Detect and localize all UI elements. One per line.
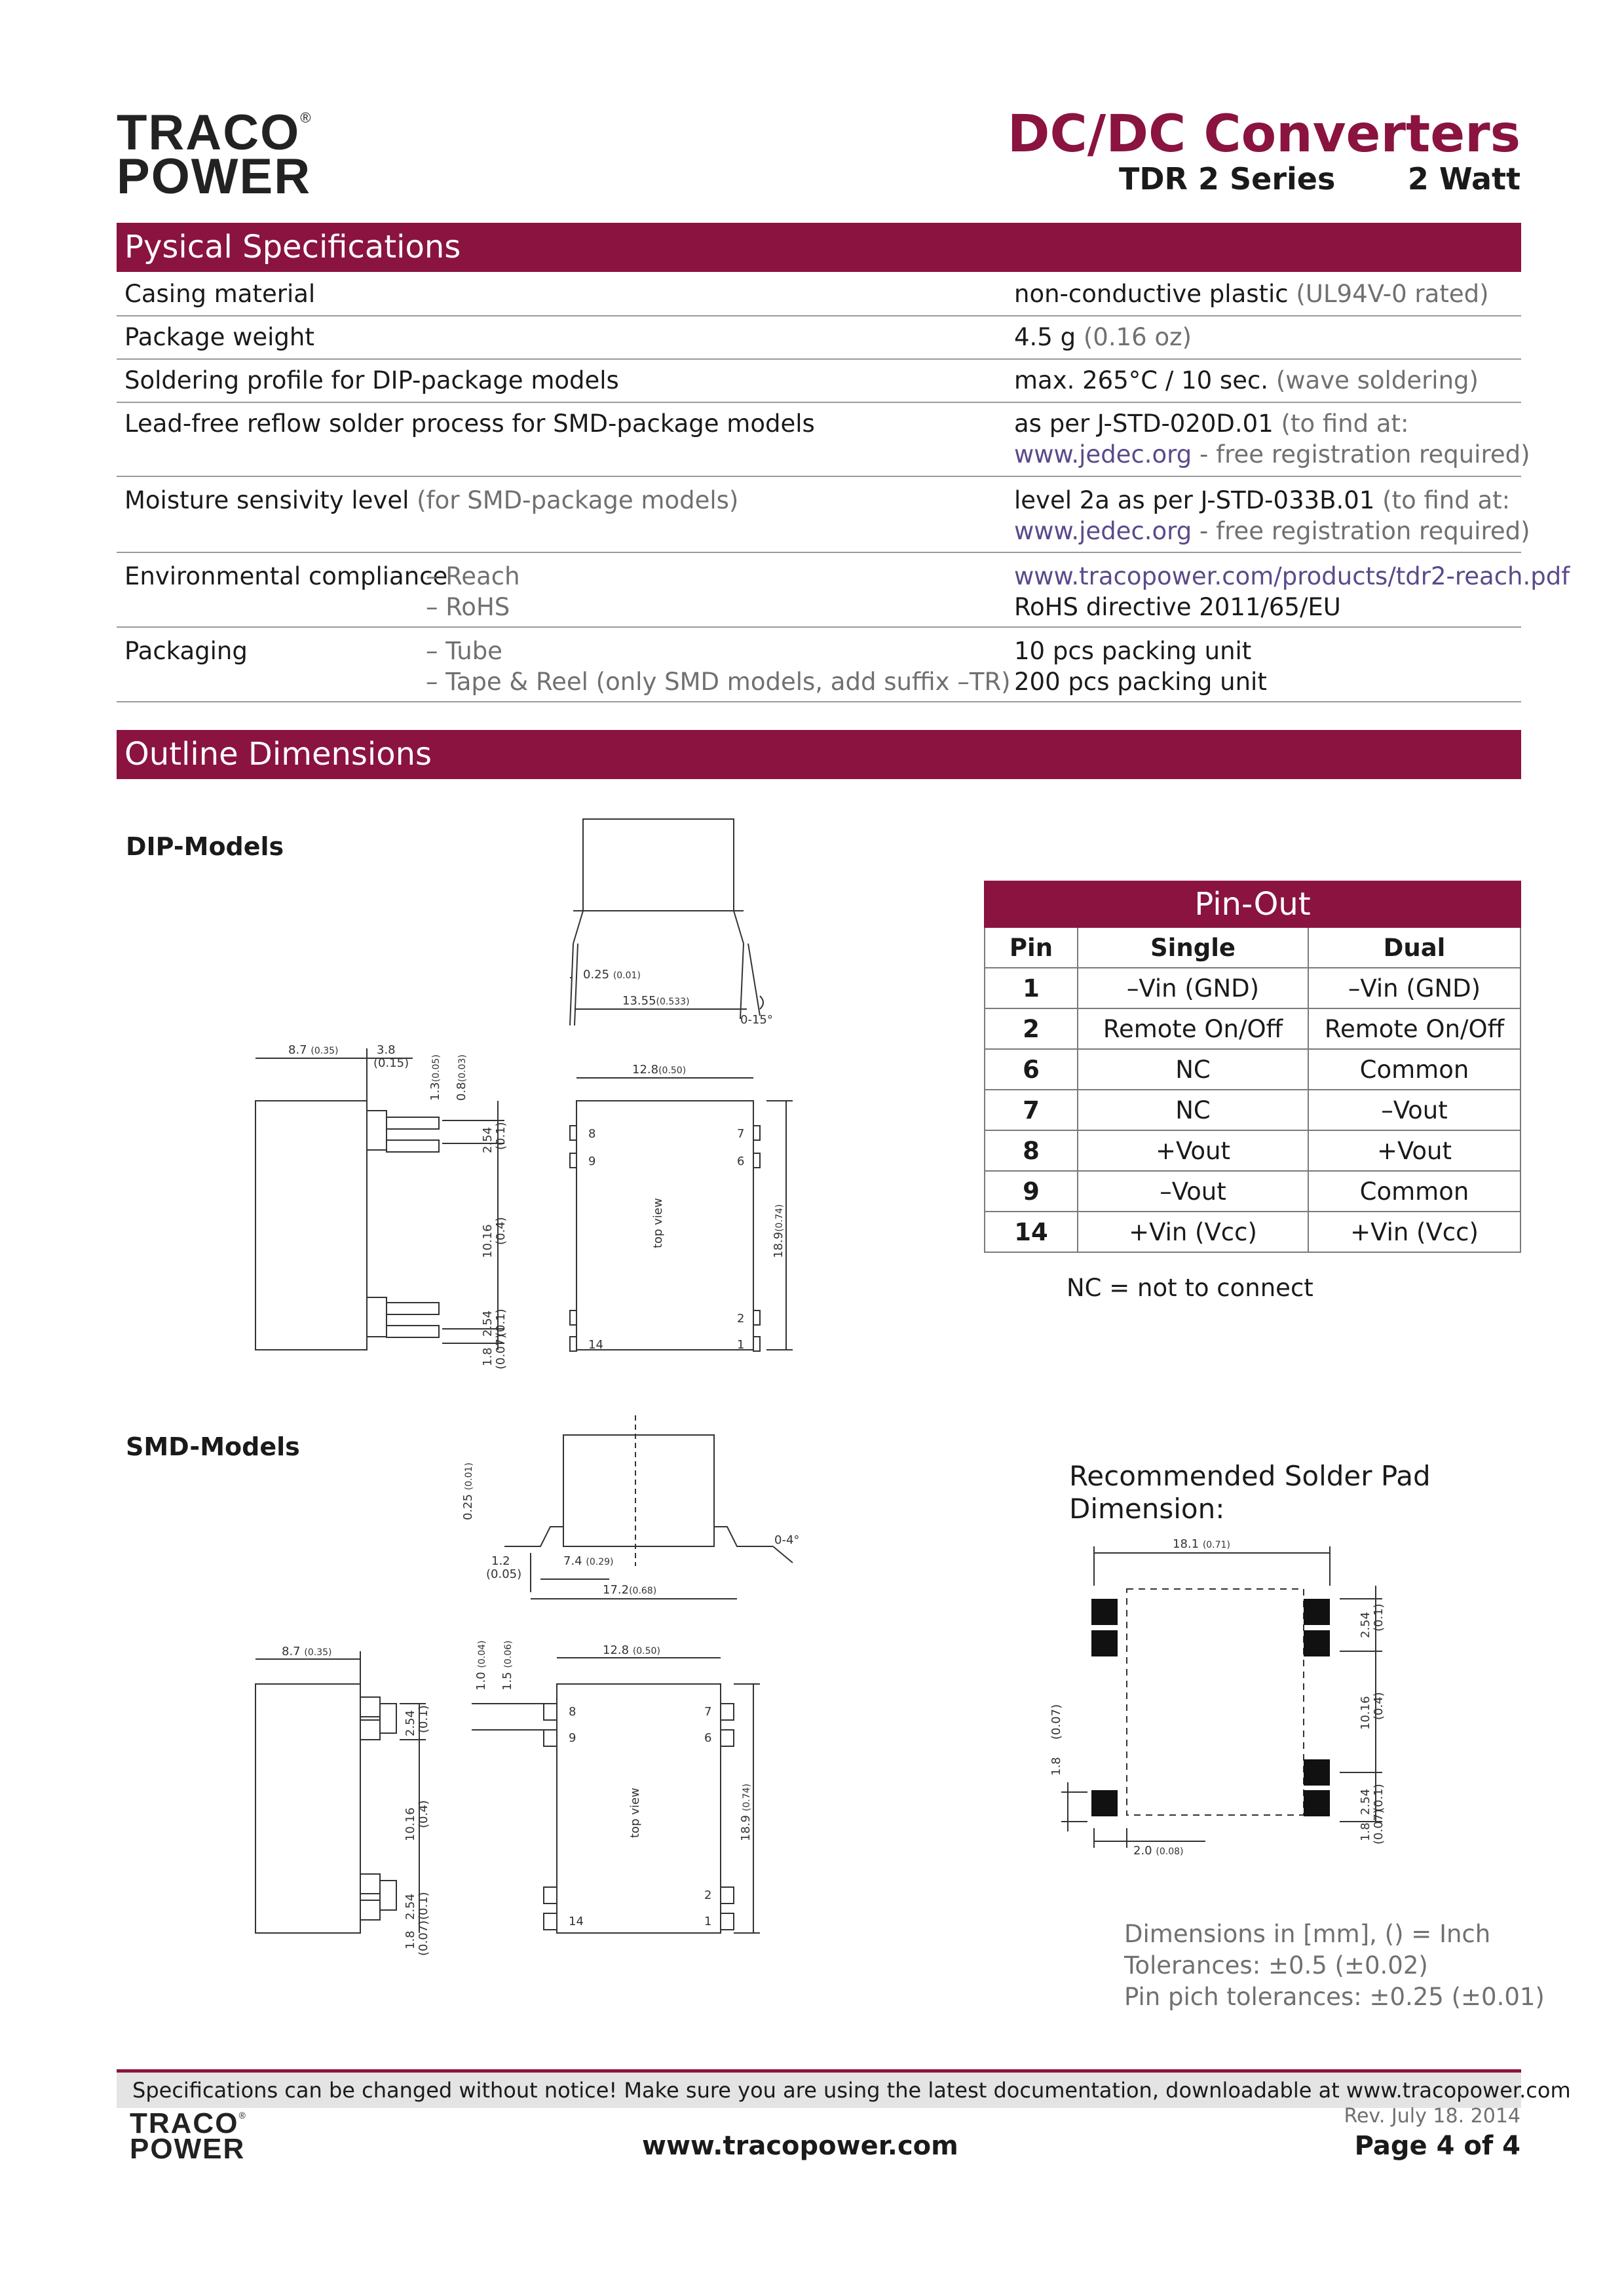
dim-label: 18.1 [1173, 1537, 1199, 1551]
dim-label: (0.06) [503, 1640, 514, 1668]
pin-num: 7 [737, 1127, 745, 1141]
pinout-header: Single [1078, 927, 1308, 968]
pin-num: 1 [737, 1338, 745, 1352]
footer-logo [130, 2107, 247, 2165]
note-line: Dimensions in [mm], () = Inch [1124, 1920, 1491, 1948]
dim-label: 0.8 [455, 1082, 468, 1101]
svg-text:12.8(0.50) [632, 1063, 686, 1077]
pin-num: 8 [588, 1127, 596, 1141]
dim-label: 2.54 [404, 1710, 417, 1736]
brand-logo [117, 105, 312, 204]
smd-drawing [242, 1415, 819, 1956]
pinout-header: Dual [1308, 927, 1520, 968]
pad-title-line2: Dimension: [1069, 1493, 1225, 1525]
pin-cell: +Vin (Vcc) [1308, 1212, 1520, 1252]
dim-label: (0.07) [1049, 1704, 1063, 1740]
dim-label: (0.1) [494, 1122, 508, 1150]
pin-num: 1 [704, 1915, 712, 1928]
table-row [985, 1171, 1520, 1212]
spec-label: Package weight [124, 323, 314, 351]
pinout-header: Pin [985, 927, 1078, 968]
dim-label: 7.4 [563, 1554, 582, 1568]
spec-label: Packaging [124, 637, 248, 665]
pin-num: 2 [737, 1312, 745, 1326]
note-line: Tolerances: ±0.5 (±0.02) [1124, 1951, 1428, 1980]
footer-rev: Rev. July 18. 2014 [1344, 2105, 1520, 2128]
top-view-label: top view [628, 1788, 642, 1838]
footer-notice-bar [117, 2069, 1571, 2108]
dim-label: 1.2 [491, 1554, 510, 1568]
svg-text:1.0 (0.04) [474, 1641, 488, 1691]
pin-num: 2 [704, 1888, 712, 1902]
spec-row-weight [117, 315, 1521, 360]
spec-value: 200 pcs packing unit [1014, 668, 1267, 696]
dim-label: (0.04) [477, 1640, 487, 1668]
dim-label: 2.0 [1133, 1844, 1152, 1858]
dim-label: (0.01) [613, 970, 641, 981]
pin-cell: +Vout [1078, 1130, 1308, 1171]
svg-text:18.9 (0.74) [739, 1784, 753, 1841]
spec-value: RoHS directive 2011/65/EU [1014, 593, 1341, 621]
dim-label: 1.8 [481, 1347, 495, 1366]
dimension-notes [1124, 1919, 1545, 2013]
physical-heading: Pysical Specifications [117, 223, 1521, 272]
pin-cell: –Vin (GND) [1078, 968, 1308, 1008]
svg-text:1.5 (0.06) [500, 1641, 514, 1691]
pin-num: 6 [737, 1155, 745, 1168]
dim-label: (0.35) [304, 1647, 332, 1658]
pin-cell: 7 [985, 1090, 1078, 1130]
dim-label: 1.0 [474, 1672, 488, 1691]
pin-num: 6 [704, 1731, 712, 1745]
logo-mark: ® [300, 109, 312, 126]
spec-note: (0.16 oz) [1083, 323, 1192, 351]
spec-label: Casing material [124, 280, 316, 308]
logo-line2: POWER [130, 2132, 246, 2165]
spec-sub: – Tape & Reel (only SMD models, add suffix –TR) [426, 668, 1011, 696]
pin-cell: 1 [985, 968, 1078, 1008]
logo-line2: POWER [117, 148, 312, 204]
pin-cell: 9 [985, 1171, 1078, 1212]
pin-cell: –Vout [1308, 1090, 1520, 1130]
spec-note: (wave soldering) [1275, 366, 1479, 394]
dim-label: (0.50) [658, 1065, 687, 1076]
dim-label: (0.03) [457, 1054, 468, 1082]
dim-label: 1.8 [1049, 1757, 1063, 1776]
dim-label: (0.1) [417, 1705, 430, 1733]
dim-label: 8.7 [282, 1645, 301, 1658]
table-row [985, 1130, 1520, 1171]
dim-label: 12.8 [603, 1643, 630, 1657]
dim-label: (0.50) [632, 1646, 660, 1656]
dim-label: 0.25 [583, 968, 610, 982]
table-row [985, 1049, 1520, 1090]
pin-cell: Common [1308, 1171, 1520, 1212]
pin-cell: 8 [985, 1130, 1078, 1171]
dim-label: (0.4) [1372, 1692, 1386, 1720]
dim-label: 1.5 [500, 1672, 514, 1691]
pin-cell: 6 [985, 1049, 1078, 1090]
pin-cell: 14 [985, 1212, 1078, 1252]
logo-mark: ® [238, 2110, 247, 2120]
svg-text:7.4 (0.29) [563, 1554, 613, 1568]
spec-label: Environmental compliance [124, 562, 448, 590]
spec-sub: – RoHS [426, 593, 510, 621]
table-row [985, 1212, 1520, 1252]
spec-value: max. 265°C / 10 sec. [1014, 366, 1269, 394]
svg-text:0.8(0.03) [455, 1054, 468, 1101]
pin-cell: –Vin (GND) [1308, 968, 1520, 1008]
footer-notice: Specifications can be changed without notice! Make sure you are using the latest documentation, downloadable at www.tracopower.com [132, 2078, 1571, 2103]
spec-value: level 2a as per J-STD-033B.01 [1014, 486, 1375, 514]
svg-text:17.2(0.68) [603, 1583, 656, 1597]
pin-cell: +Vin (Vcc) [1078, 1212, 1308, 1252]
pinout-note: NC = not to connect [1067, 1274, 1313, 1302]
dim-label: 2.54 [481, 1310, 495, 1337]
pinout-title: Pin-Out [985, 881, 1520, 927]
dim-label: 8.7 [288, 1043, 307, 1057]
dim-label: 1.8 [1359, 1822, 1372, 1841]
pinout-table [984, 881, 1521, 1253]
dim-label: 18.9 [739, 1814, 753, 1841]
top-view-label: top view [651, 1198, 665, 1248]
svg-text:18.9(0.74) [772, 1204, 785, 1258]
dim-label: (0.71) [1202, 1540, 1230, 1550]
dim-label: (0.08) [1156, 1846, 1184, 1857]
pin-cell: NC [1078, 1090, 1308, 1130]
pin-cell: +Vout [1308, 1130, 1520, 1171]
spec-note: - free registration required) [1199, 440, 1530, 469]
dim-label: (0.1) [1372, 1603, 1386, 1632]
dim-label: (0.05) [431, 1054, 442, 1082]
spec-label: Lead-free reflow solder process for SMD-package models [124, 410, 815, 438]
spec-value: non-conductive plastic [1014, 280, 1289, 308]
svg-text:13.55(0.533) [622, 994, 690, 1008]
dim-label: 2.54 [404, 1893, 417, 1920]
dim-label: (0.15) [373, 1056, 409, 1070]
dim-label: 17.2 [603, 1583, 630, 1597]
dim-label: 2.54 [1359, 1611, 1372, 1638]
svg-text:8.7 (0.35) [282, 1645, 331, 1658]
dim-label: (0.4) [417, 1800, 430, 1828]
pin-cell: Common [1308, 1049, 1520, 1090]
dim-label: 0.25 [461, 1493, 475, 1520]
svg-text:1.3(0.05) [428, 1054, 442, 1101]
dim-label: (0.1) [1372, 1784, 1386, 1812]
spec-label: Moisture sensivity level [124, 486, 409, 514]
spec-label: Soldering profile for DIP-package models [124, 366, 619, 394]
pin-cell: –Vout [1078, 1171, 1308, 1212]
dim-label: (0.29) [586, 1557, 614, 1567]
dim-label: 2.54 [481, 1126, 495, 1153]
dim-label: (0.1) [494, 1309, 508, 1337]
dim-label: 3.8 [377, 1043, 396, 1057]
series-label: TDR 2 Series [1119, 161, 1336, 197]
pad-title [1069, 1460, 1431, 1525]
dim-label: 18.9 [772, 1231, 785, 1258]
svg-text:12.8 (0.50) [603, 1643, 660, 1657]
dim-label: (0.1) [417, 1892, 430, 1920]
table-row [985, 1008, 1520, 1049]
spec-note: (UL94V-0 rated) [1296, 280, 1489, 308]
jedec-link[interactable]: www.jedec.org [1014, 517, 1192, 545]
spec-value: 10 pcs packing unit [1014, 637, 1252, 665]
pin-cell: Remote On/Off [1078, 1008, 1308, 1049]
page-title: DC/DC Converters [1007, 105, 1520, 164]
dim-label: 10.16 [404, 1807, 417, 1841]
logo-line1: TRACO [130, 2107, 239, 2139]
pin-cell: 2 [985, 1008, 1078, 1049]
dim-label: 13.55 [622, 994, 656, 1008]
pin-cell: NC [1078, 1049, 1308, 1090]
dim-label: (0.74) [774, 1204, 785, 1232]
pin-num: 9 [569, 1731, 576, 1745]
note-line: Pin pich tolerances: ±0.25 (±0.01) [1124, 1983, 1545, 2011]
spec-row-reflow [117, 402, 1530, 477]
logo-line1: TRACO [117, 105, 301, 161]
spec-label-note: (for SMD-package models) [417, 486, 739, 514]
svg-text:8.7 (0.35) [288, 1043, 338, 1057]
watt-label: 2 Watt [1407, 161, 1520, 197]
table-row [985, 968, 1520, 1008]
pad-title-line1: Recommended Solder Pad [1069, 1460, 1431, 1492]
dim-label: 10.16 [1359, 1696, 1372, 1730]
dim-label: (0.533) [656, 997, 690, 1007]
dim-label: 12.8 [632, 1063, 659, 1077]
svg-text:2.0 (0.08) [1133, 1844, 1183, 1858]
dim-label: 0-4° [774, 1533, 800, 1547]
outline-heading: Outline Dimensions [117, 730, 1521, 779]
spec-value: as per J-STD-020D.01 [1014, 410, 1274, 438]
dim-label: (0.4) [494, 1217, 508, 1245]
jedec-link[interactable]: www.jedec.org [1014, 440, 1192, 469]
dim-label: (0.07) [417, 1920, 430, 1956]
pin-num: 9 [588, 1155, 596, 1168]
dip-drawing [242, 813, 819, 1389]
pin-num: 7 [704, 1705, 712, 1719]
pin-cell: Remote On/Off [1308, 1008, 1520, 1049]
dim-label: (0.35) [311, 1046, 339, 1056]
dip-models-label: DIP-Models [126, 832, 284, 861]
smd-models-label: SMD-Models [126, 1432, 300, 1461]
svg-text:0.25 (0.01) [461, 1463, 475, 1520]
dim-label: 0-15° [740, 1013, 773, 1027]
dim-label: 1.3 [428, 1082, 442, 1101]
spec-row-casing [117, 272, 1521, 316]
spec-value: 4.5 g [1014, 323, 1076, 351]
spec-row-environment [117, 552, 1570, 628]
spec-note: (to find at: [1281, 410, 1409, 438]
dim-label: (0.07) [1372, 1808, 1386, 1845]
table-row [985, 1090, 1520, 1130]
dim-label: 2.54 [1359, 1788, 1372, 1815]
dim-label: 10.16 [481, 1224, 495, 1258]
spec-row-soldering [117, 358, 1521, 403]
spec-row-moisture [117, 476, 1530, 553]
pin-num: 14 [569, 1915, 584, 1928]
pin-num: 14 [588, 1338, 603, 1352]
spec-sub: – Reach [426, 562, 520, 590]
footer-url[interactable]: www.tracopower.com [642, 2131, 958, 2161]
spec-note: (to find at: [1382, 486, 1511, 514]
dim-label: (0.07) [494, 1333, 508, 1369]
spec-row-packaging [117, 626, 1521, 702]
dim-label: 1.8 [404, 1930, 417, 1949]
dim-label: (0.68) [629, 1586, 657, 1596]
dim-label: (0.05) [486, 1567, 522, 1581]
solder-pad-drawing [1035, 1533, 1402, 1874]
pin-num: 8 [569, 1705, 576, 1719]
svg-text:18.1 (0.71) [1173, 1537, 1230, 1551]
reach-link[interactable]: www.tracopower.com/products/tdr2-reach.pdf [1014, 562, 1570, 590]
svg-text:0.25 (0.01) [583, 968, 641, 982]
dim-label: (0.74) [742, 1784, 752, 1812]
spec-note: - free registration required) [1199, 517, 1530, 545]
spec-sub: – Tube [426, 637, 502, 665]
page-number: Page 4 of 4 [1354, 2131, 1520, 2161]
dim-label: (0.01) [464, 1463, 474, 1491]
